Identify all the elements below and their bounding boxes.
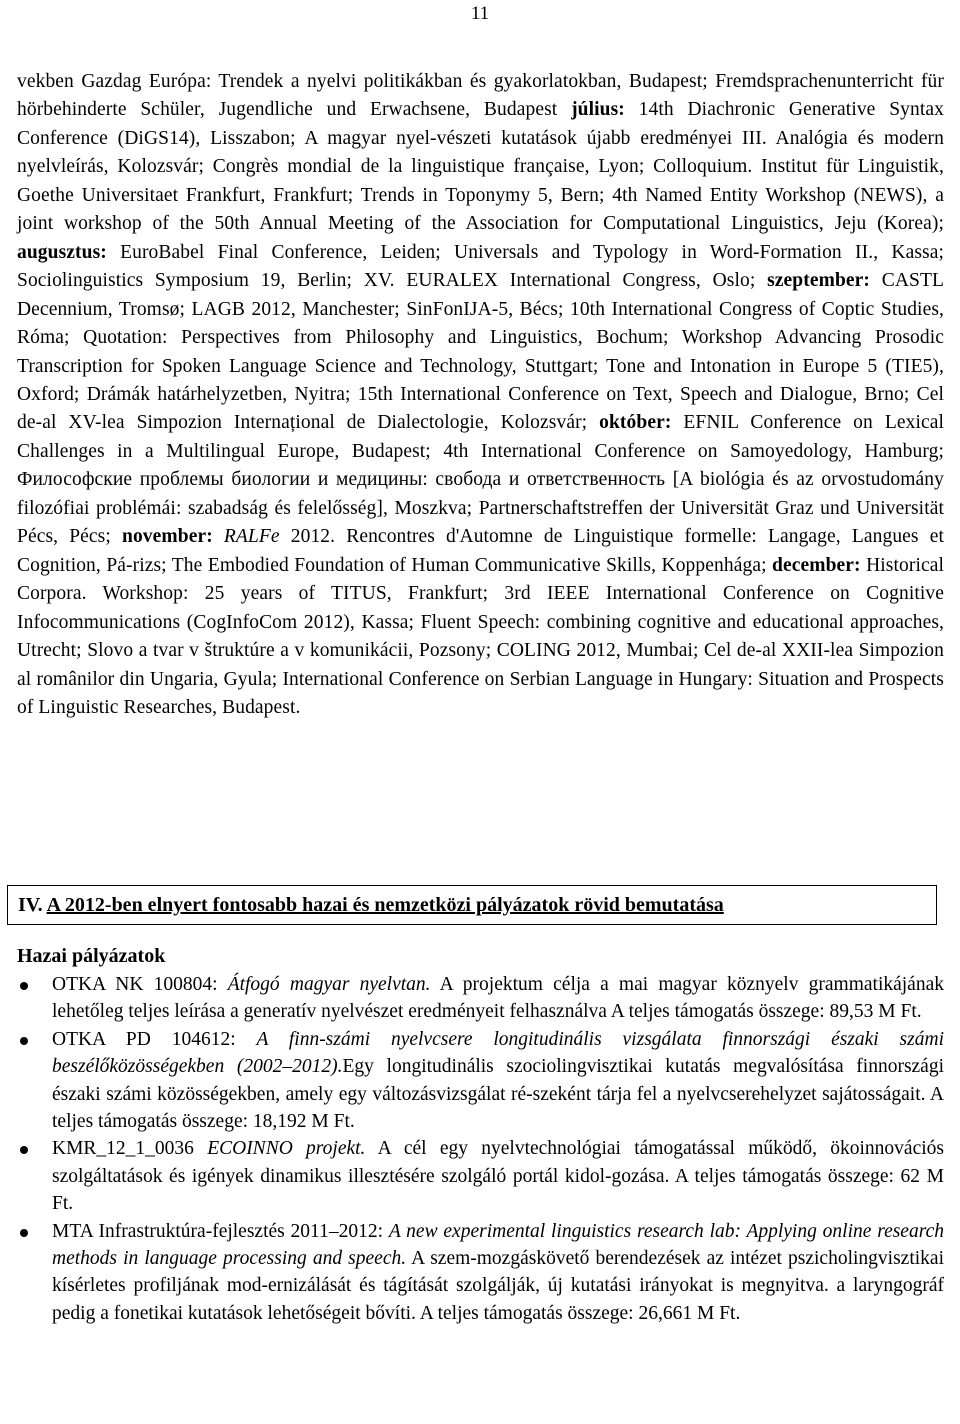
grant-title: A finn-számi nyelvcsere longitudinális vizsgálata finnországi északi számi beszélőközösségekben (2002–2012). [52, 1028, 944, 1078]
grant-item [0, 1218, 944, 1328]
text-run: EFNIL Conference on Lexical Challenges in a Multilingual Europe, Budapest; 4th International Conference on Samoyedology, Hamburg; Философские проблемы биологии и медицины: свобода и ответственность [A biológia és az orvostudomány filozófiai problémái: szabadság és felelősség], Moszkva; Partnerschaftstreffen der Universität Graz und Universität Pécs, Pécs; [17, 412, 944, 548]
grant-title: ECOINNO projekt. [207, 1138, 366, 1160]
bullet-icon [20, 982, 28, 990]
grant-item [0, 1026, 944, 1136]
text-run: 2012. Rencontres d'Automne de Linguistique formelle: Langage, Langues et Cognition, Pá-rizs; The Embodied Foundation of Human Communicative Skills, Koppenhága; [17, 526, 944, 576]
grant-description: Egy longitudinális szociolingvisztikai kutatás megvalósítása finnországi északi számi közösségekben, amely egy változásvizsgálat ré-szeként tárja fel a nyelvcserehelyzet sajátosságait. A teljes támogatás összege: 18,192 M Ft. [52, 1056, 945, 1133]
grant-list [0, 971, 944, 1327]
conference-paragraph [17, 68, 944, 722]
month-label-october: október: [599, 412, 672, 434]
month-label-august: augusztus: [17, 241, 107, 263]
month-label-november: november: [122, 526, 213, 548]
text-run: 14th Diachronic Generative Syntax Conference (DiGS14), Lisszabon; A magyar nyel-vészeti kutatások újabb eredményei III. Analógia és modern nyelvleírás, Kolozsvár; Congrès mondial de la linguistique française, Lyon; Colloquium. Institut für Linguistik, Goethe Universitaet Frankfurt, Frankfurt; Trends in Toponymy 5, Bern; 4th Named Entity Workshop (NEWS), a joint workshop of the 50th Annual Meeting of the Association for Computational Linguistics, Jeju (Korea); [17, 99, 944, 235]
section-title: A 2012-ben elnyert fontosabb hazai és nemzetközi pályázatok rövid bemutatása [46, 894, 724, 916]
text-run: Historical Corpora. Workshop: 25 years of TITUS, Frankfurt; 3rd IEEE International Conference on Cognitive Infocommunications (CogInfoCom 2012), Kassa; Fluent Speech: combining cognitive and educational approaches, Utrecht; Slovo a tvar v štruktúre a v komunikácii, Pozsony; COLING 2012, Mumbai; Cel de-al XXII-lea Simpozion al românilor din Ungaria, Gyula; International Conference on Serbian Language in Hungary: Situation and Prospects of Linguistic Researches, Budapest. [17, 554, 944, 718]
grant-description: A projektum célja a mai magyar köznyelv grammatikájának lehetőleg teljes leírása a generatív nyelvészet eredményeit felhasználva A teljes támogatás összege: 89,53 M Ft. [52, 974, 944, 1023]
bullet-icon [20, 1146, 28, 1154]
grant-id: MTA Infrastruktúra-fejlesztés 2011–2012: [52, 1220, 389, 1242]
grant-title: Átfogó magyar nyelvtan. [227, 974, 431, 995]
italic-run: RALFe [223, 526, 280, 548]
grant-item [0, 1135, 944, 1217]
month-label-september: szeptember: [767, 270, 870, 292]
text-run [213, 526, 224, 547]
grant-title: A new experimental linguistics research lab: Applying online research methods in language processing and speech. [52, 1220, 944, 1270]
grant-description: A szem-mozgáskövető berendezések az intézet pszicholingvisztikai kísérletes profiljának mod-ernizálását és tágítását szolgálják, új kutatási irányokat is megnyitva. a laryngográf pedig a fonetikai kutatások lehetőségeit bővíti. A teljes támogatás összege: 26,661 M Ft. [52, 1248, 944, 1324]
text-run: EuroBabel Final Conference, Leiden; Universals and Typology in Word-Formation II., Kassa; Sociolinguistics Symposium 19, Berlin; XV. EURALEX International Congress, Oslo; [17, 241, 944, 292]
section-heading [7, 885, 937, 925]
bullet-icon [20, 1229, 28, 1237]
text-run: vekben Gazdag Európa: Trendek a nyelvi politikákban és gyakorlatokban, Budapest; Fremdsprachenunterricht für hörbehinderte Schüler, Jugendliche und Erwachsene, Budapest [17, 71, 944, 121]
subsection-title: Hazai pályázatok [17, 945, 166, 967]
grant-description: A cél egy nyelvtechnológiai támogatással működő, ökoinnovációs szolgáltatások és igények dinamikus illesztésére szolgáló portál kidol-gozása. A teljes támogatás összege: 62 M Ft. [52, 1138, 944, 1215]
month-label-december: december: [772, 554, 861, 576]
page-number: 11 [470, 3, 490, 24]
grant-id: KMR_12_1_0036 [52, 1138, 208, 1160]
grant-item [0, 971, 944, 1026]
grant-id: OTKA NK 100804: [52, 974, 228, 995]
grant-id: OTKA PD 104612: [52, 1028, 257, 1050]
text-run: CASTL Decennium, Tromsø; LAGB 2012, Manchester; SinFonIJA-5, Bécs; 10th International Congress of Coptic Studies, Róma; Quotation: Perspectives from Philosophy and Linguistics, Bochum; Workshop Advancing Prosodic Transcription for Spoken Language Science and Technology, Stuttgart; Tone and Intonation in Europe 5 (TIE5), Oxford; Drámák határhelyzetben, Nyitra; 15th International Conference on Text, Speech and Dialogue, Brno; Cel de-al XV-lea Simpozion Internațional de Dialectologie, Kolozsvár; [17, 270, 945, 434]
bullet-icon [20, 1037, 28, 1045]
section-number: IV. [18, 894, 43, 916]
month-label-july: július: [571, 99, 625, 121]
